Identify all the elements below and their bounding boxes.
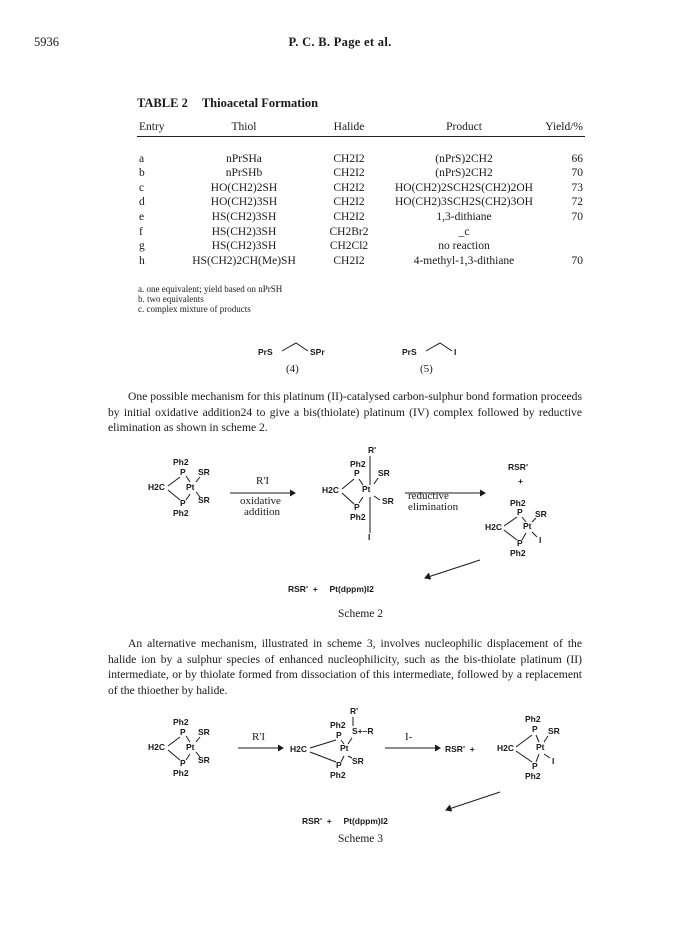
cell-entry: h: [139, 254, 145, 267]
table-footnote-a: a. one equivalent; yield based on nPrSH: [138, 284, 283, 294]
table-row: [137, 225, 585, 240]
svg-text:Ph2: Ph2: [173, 457, 189, 467]
structure-5-left: PrS: [402, 347, 417, 357]
svg-text:Ph2: Ph2: [525, 714, 541, 724]
svg-text:H2C: H2C: [148, 742, 166, 752]
cell-halide: CH2I2: [333, 210, 365, 223]
cell-yield: 72: [571, 196, 583, 209]
svg-text:P: P: [180, 758, 186, 768]
structure-4-left: PrS: [258, 347, 273, 357]
svg-text:SR: SR: [382, 496, 394, 506]
cell-halide: CH2I2: [333, 181, 365, 194]
cell-product: (nPrS)2CH2: [435, 152, 493, 165]
cell-yield: 70: [571, 254, 583, 267]
page-number: 5936: [34, 35, 59, 49]
cell-yield: 66: [571, 152, 583, 165]
cell-yield: 70: [571, 167, 583, 180]
table-footnote-c: c. complex mixture of products: [138, 304, 251, 314]
svg-text:Ph2: Ph2: [350, 512, 366, 522]
svg-text:R': R': [368, 445, 377, 455]
col-header-halide: Halide: [307, 120, 391, 137]
cell-entry: f: [139, 225, 143, 238]
svg-text:Ph2: Ph2: [525, 771, 541, 781]
cell-halide: CH2I2: [333, 167, 365, 180]
cell-thiol: HS(CH2)3SH: [211, 225, 277, 238]
svg-text:Ph2: Ph2: [173, 768, 189, 778]
col-header-entry: Entry: [137, 120, 181, 137]
col-header-thiol: Thiol: [181, 120, 307, 137]
svg-text:Ph2: Ph2: [510, 548, 526, 558]
cell-yield: [537, 239, 585, 254]
table-title: Thioacetal Formation: [201, 96, 319, 110]
scheme2-step2-a: reductive: [408, 490, 449, 502]
svg-text:P: P: [354, 468, 360, 478]
svg-text:P: P: [354, 502, 360, 512]
svg-text:Ph2: Ph2: [330, 720, 346, 730]
scheme3-middle-product: RSR' +: [445, 744, 475, 754]
cell-halide: CH2I2: [333, 254, 365, 267]
svg-text:H2C: H2C: [485, 522, 503, 532]
cell-product: 1,3-dithiane: [436, 210, 492, 223]
scheme2-complex-3: [485, 498, 547, 558]
cell-yield: 73: [571, 181, 583, 194]
structure-4: [250, 338, 370, 378]
cell-entry: a: [139, 152, 145, 165]
structure-4-label: (4): [286, 363, 299, 375]
thioacetal-table: [137, 120, 585, 268]
cell-yield: 70: [571, 210, 583, 223]
scheme2-plus: +: [518, 476, 523, 486]
cell-thiol: nPrSHb: [225, 167, 263, 180]
cell-product: _c: [458, 225, 470, 238]
scheme2-product-top: RSR': [508, 462, 528, 472]
svg-text:Ph2: Ph2: [173, 508, 189, 518]
svg-text:P: P: [180, 467, 186, 477]
cell-thiol: HS(CH2)3SH: [211, 240, 277, 253]
svg-text:P: P: [336, 760, 342, 770]
table-row: [137, 181, 585, 196]
svg-text:SR: SR: [198, 755, 210, 765]
scheme-3: [140, 702, 580, 870]
cell-thiol: HO(CH2)3SH: [210, 196, 278, 209]
cell-thiol: HS(CH2)2CH(Me)SH: [192, 254, 296, 267]
table-header-row: [137, 120, 585, 137]
cell-thiol: HS(CH2)3SH: [211, 210, 277, 223]
structure-5-right: I: [454, 347, 457, 357]
svg-text:P: P: [336, 730, 342, 740]
scheme2-step2-b: elimination: [408, 501, 459, 513]
col-header-yield: Yield/%: [537, 120, 585, 137]
table-label: TABLE 2: [137, 96, 188, 110]
scheme2-bottom: RSR' + Pt(dppm)I2: [288, 584, 374, 594]
svg-text:Ph2: Ph2: [510, 498, 526, 508]
cell-product: (nPrS)2CH2: [435, 167, 493, 180]
svg-text:I: I: [552, 756, 555, 766]
scheme3-reagent1: R'I: [252, 731, 265, 743]
svg-text:SR: SR: [352, 756, 364, 766]
svg-text:S+–R: S+–R: [352, 726, 374, 736]
table-row: [137, 239, 585, 254]
table-row: [137, 166, 585, 181]
running-head: P. C. B. Page et al.: [288, 35, 392, 49]
svg-text:P: P: [180, 498, 186, 508]
scheme3-complex-2: [290, 706, 374, 780]
cell-halide: CH2I2: [333, 196, 365, 209]
svg-text:P: P: [517, 538, 523, 548]
svg-text:Pt: Pt: [523, 521, 532, 531]
svg-text:Pt: Pt: [340, 743, 349, 753]
cell-entry: c: [139, 181, 145, 194]
scheme2-step1-b: addition: [244, 506, 281, 518]
cell-halide: CH2I2: [333, 152, 365, 165]
cell-thiol: HO(CH2)2SH: [210, 181, 278, 194]
cell-thiol: nPrSHa: [226, 152, 262, 165]
table-caption: [137, 96, 318, 111]
cell-halide: CH2Cl2: [329, 240, 369, 253]
svg-text:H2C: H2C: [290, 744, 308, 754]
structure-5-label: (5): [420, 363, 433, 375]
cell-entry: e: [139, 210, 145, 223]
svg-text:SR: SR: [535, 509, 547, 519]
scheme2-complex-2: [322, 445, 394, 542]
scheme3-complex-3: [497, 714, 560, 781]
table-row: [137, 210, 585, 225]
svg-text:Ph2: Ph2: [173, 717, 189, 727]
svg-text:I: I: [368, 532, 371, 542]
structure-5: [400, 338, 500, 378]
scheme2-complex-1: [148, 457, 210, 518]
table-row: [137, 195, 585, 210]
svg-text:SR: SR: [378, 468, 390, 478]
svg-text:R': R': [350, 706, 359, 716]
svg-text:Pt: Pt: [536, 742, 545, 752]
svg-text:H2C: H2C: [148, 482, 166, 492]
paragraph-2: An alternative mechanism, illustrated in scheme 3, involves nucleophilic displacement of the halide ion by a sulphur species of enhanced nucleophilicity, such as the bis-thiolate platinum (II) intermediate, or by thiolate formed from dissociation of this intermediate, followed by a replacement of the thioether by halide.: [108, 637, 582, 697]
svg-text:SR: SR: [198, 495, 210, 505]
svg-text:Pt: Pt: [186, 482, 195, 492]
svg-text:P: P: [532, 724, 538, 734]
svg-text:H2C: H2C: [497, 743, 515, 753]
table-footnote-b: b. two equivalents: [138, 294, 204, 304]
col-header-product: Product: [391, 120, 537, 137]
cell-product: HO(CH2)3SCH2S(CH2)3OH: [394, 196, 533, 209]
scheme3-caption: Scheme 3: [338, 833, 384, 845]
structure-4-right: SPr: [310, 347, 325, 357]
cell-entry: g: [139, 240, 145, 253]
scheme3-complex-1: [148, 717, 210, 778]
svg-text:P: P: [517, 507, 523, 517]
svg-text:SR: SR: [198, 467, 210, 477]
svg-text:Pt: Pt: [362, 484, 371, 494]
svg-text:P: P: [180, 727, 186, 737]
scheme3-reagent2: I-: [405, 731, 413, 743]
svg-text:Pt: Pt: [186, 742, 195, 752]
svg-text:SR: SR: [548, 726, 560, 736]
cell-entry: b: [139, 167, 145, 180]
cell-entry: d: [139, 196, 145, 209]
cell-product: no reaction: [438, 240, 490, 253]
svg-text:SR: SR: [198, 727, 210, 737]
svg-text:I: I: [539, 535, 542, 545]
scheme2-caption: Scheme 2: [338, 608, 384, 620]
paragraph-1: One possible mechanism for this platinum (II)-catalysed carbon-sulphur bond formation proceeds by initial oxidative addition24 to give a bis(thiolate) platinum (IV) complex followed by reductive elimination as shown in scheme 2.: [108, 390, 582, 435]
cell-yield: [537, 225, 585, 240]
cell-product: 4-methyl-1,3-dithiane: [413, 254, 515, 267]
svg-text:P: P: [532, 761, 538, 771]
scheme3-bottom: RSR' + Pt(dppm)I2: [302, 816, 388, 826]
table-row: [137, 254, 585, 269]
cell-product: HO(CH2)2SCH2S(CH2)2OH: [394, 181, 533, 194]
svg-text:Ph2: Ph2: [330, 770, 346, 780]
scheme2-reagent: R'I: [256, 475, 269, 487]
cell-halide: CH2Br2: [329, 225, 369, 238]
scheme2-step1-a: oxidative: [240, 495, 281, 507]
scheme-2: [140, 440, 580, 625]
svg-text:Ph2: Ph2: [350, 459, 366, 469]
svg-text:H2C: H2C: [322, 485, 340, 495]
table-row: [137, 152, 585, 167]
